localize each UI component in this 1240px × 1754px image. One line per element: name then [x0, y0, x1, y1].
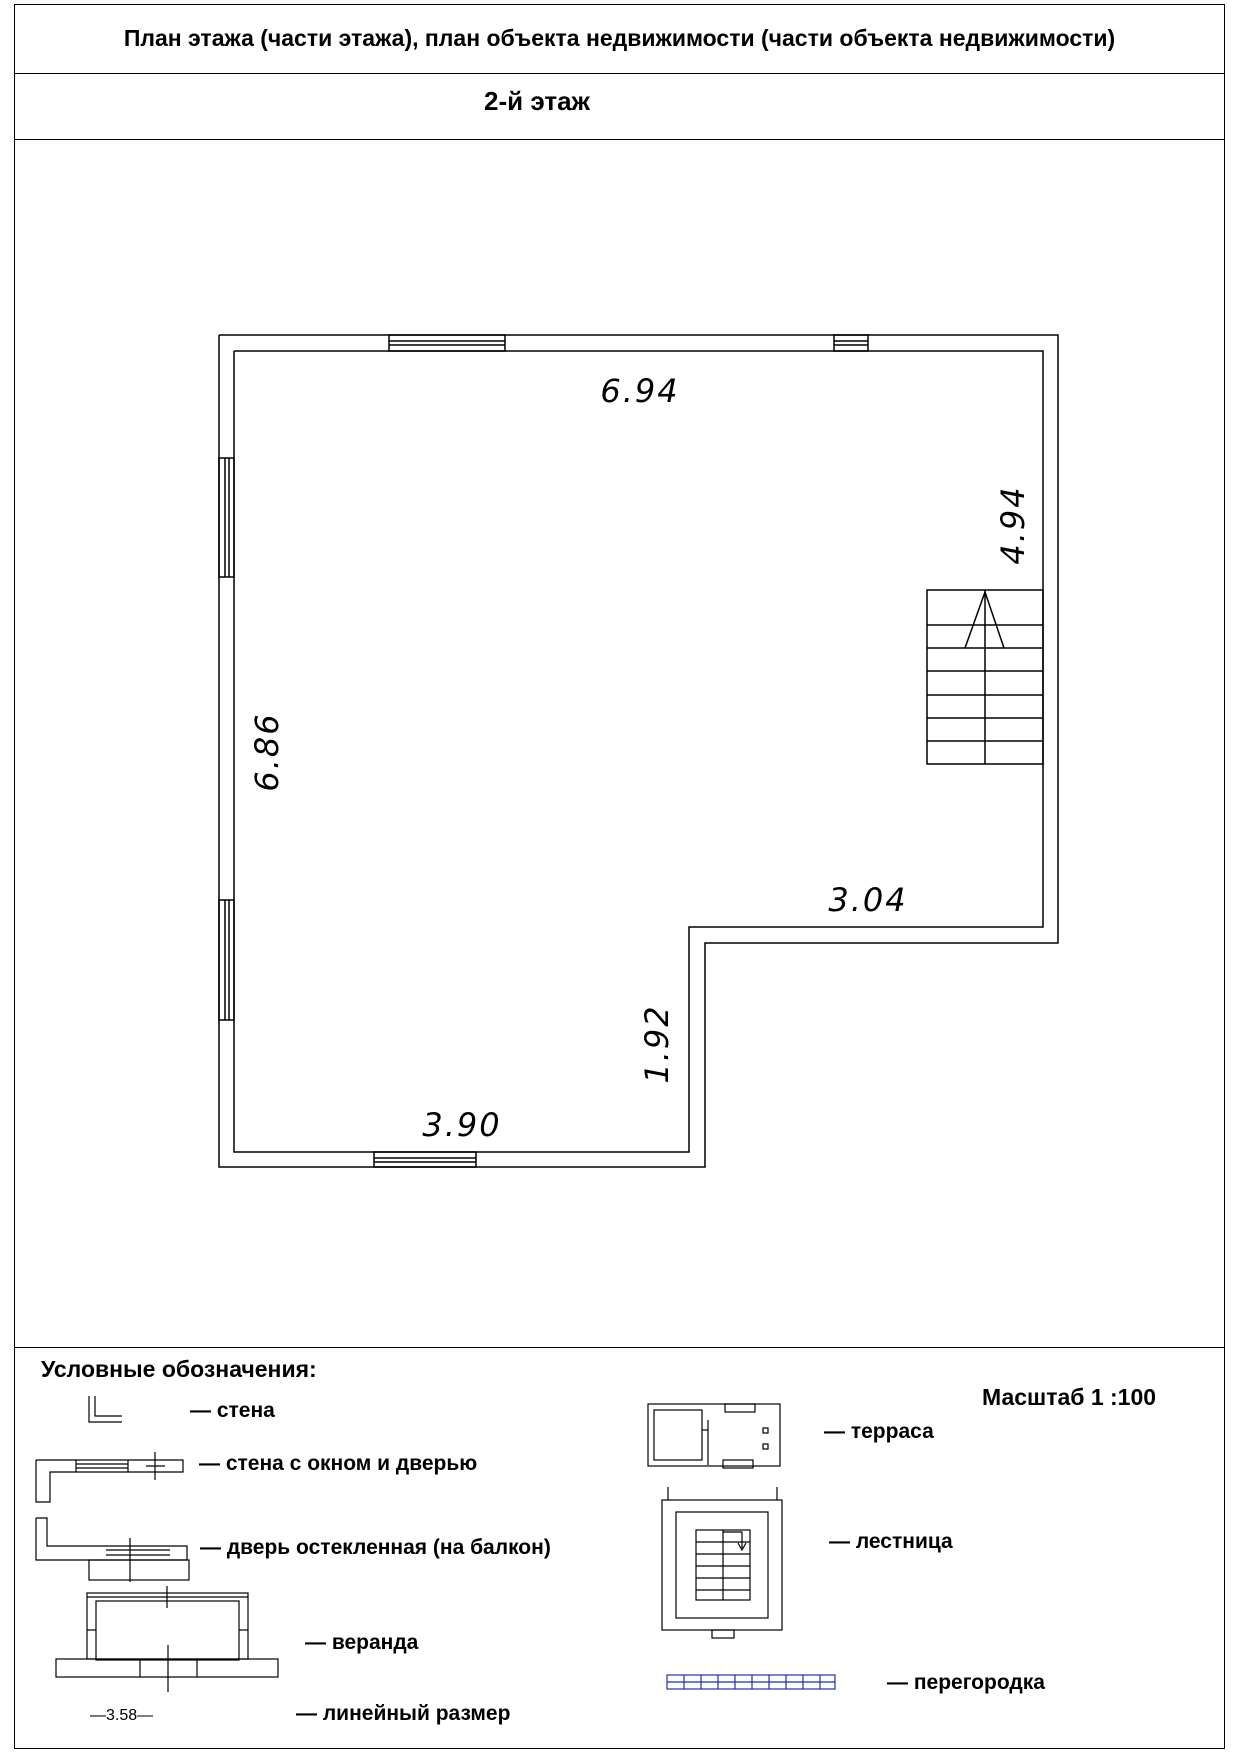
dim-right-upper: 4.94: [994, 485, 1032, 565]
legend-terrace-symbol: [648, 1404, 780, 1468]
window-left-2: [219, 900, 234, 1020]
legend-wall-window-door-symbol: [36, 1452, 183, 1502]
legend-label-partition: — перегородка: [887, 1671, 1045, 1694]
dim-step-side: 1.92: [638, 1004, 676, 1084]
legend-label-glazed-door: — дверь остекленная (на балкон): [200, 1536, 551, 1559]
legend-label-terrace: — терраса: [824, 1420, 934, 1443]
dim-left: 6.86: [248, 712, 286, 792]
scale-label: Масштаб 1 :100: [982, 1384, 1157, 1410]
legend-veranda-symbol: [56, 1586, 278, 1692]
legend-label-wall-window-door: — стена с окном и дверью: [199, 1452, 478, 1475]
legend-title: Условные обозначения:: [41, 1356, 317, 1382]
legend-glazed-door-symbol: [36, 1518, 189, 1582]
legend-label-wall: — стена: [190, 1399, 275, 1422]
legend-label-stairs: — лестница: [829, 1530, 953, 1553]
dim-bottom: 3.90: [422, 1106, 502, 1144]
page-title: План этажа (части этажа), план объекта недвижимости (части объекта недвижимости): [14, 4, 1225, 74]
legend-stairs-symbol: [662, 1487, 782, 1638]
legend-label-veranda: — веранда: [305, 1631, 419, 1654]
legend-wall-symbol: [89, 1396, 122, 1422]
window-bottom: [374, 1152, 476, 1167]
dim-top: 6.94: [600, 372, 680, 410]
dim-step-top: 3.04: [828, 881, 908, 919]
window-top-1: [389, 335, 505, 351]
floor-label: 2-й этаж: [484, 86, 590, 116]
window-left-1: [219, 458, 234, 577]
window-top-2: [834, 335, 868, 351]
legend-dim-example: —3.58—: [90, 1707, 154, 1724]
legend-label-linear-dim: — линейный размер: [296, 1702, 511, 1725]
legend-partition-symbol: [667, 1675, 835, 1689]
stairs: [927, 590, 1043, 764]
